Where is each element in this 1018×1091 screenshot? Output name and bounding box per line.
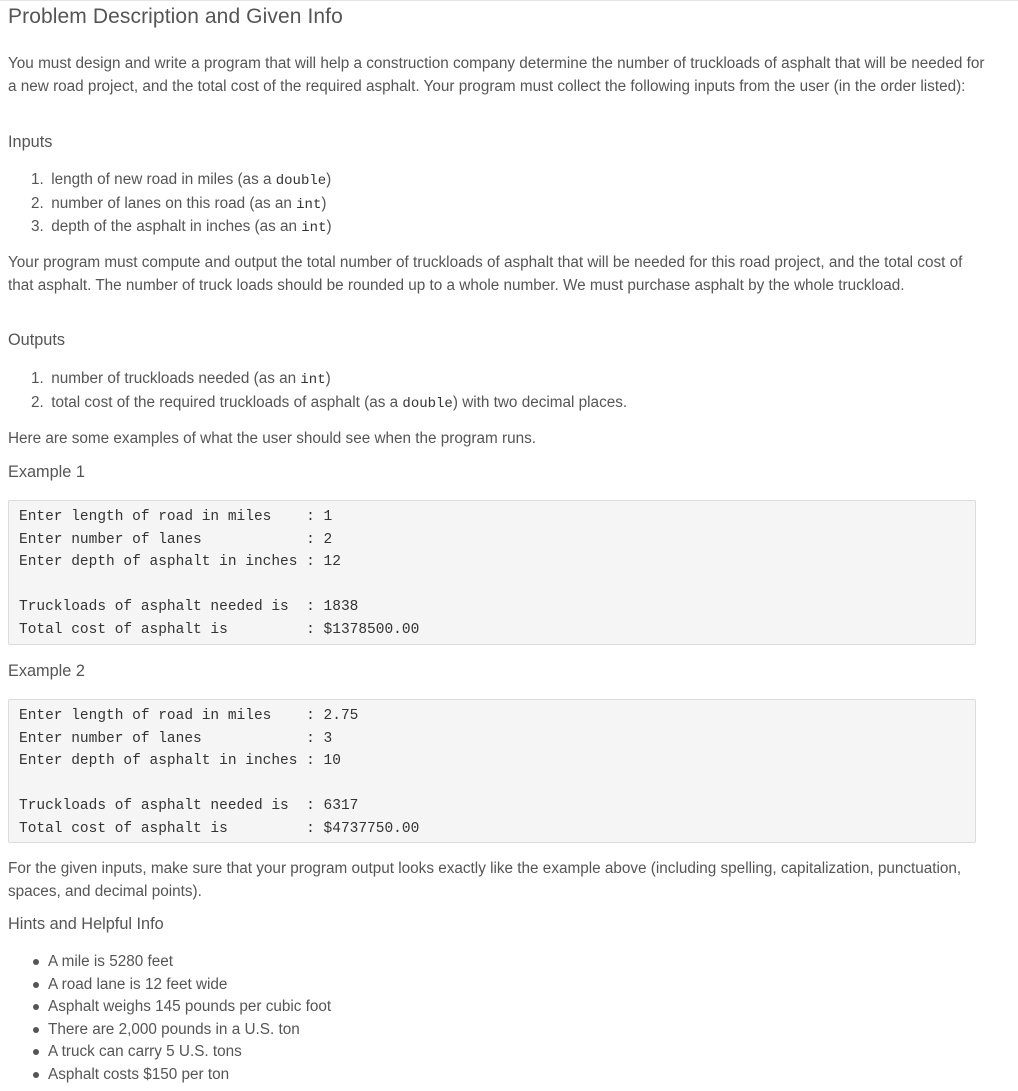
list-item: Asphalt costs $150 per ton [33,1064,331,1087]
compute-paragraph: Your program must compute and output the total number of truckloads of asphalt that will be needed for this road project, and the total cost of that asphalt. The number of truck loads should be rounded up to a whole number. We must purchase asphalt by the whole truckload. [8,254,963,294]
list-item: 3. depth of the asphalt in inches (as an int) [31,218,332,236]
list-item: A truck can carry 5 U.S. tons [33,1041,331,1064]
inputs-heading: Inputs [8,133,53,151]
intro-paragraph: You must design and write a program that will help a construction company determine the number of truckloads of asphalt that will be needed for a new road project, and the total cost of the required asphalt. Your program must collect the following inputs from the user (in the order listed): [8,55,985,95]
list-item: 1. length of new road in miles (as a double) [31,171,332,189]
list-item: 2. number of lanes on this road (as an int) [31,194,327,213]
code-line [19,773,975,796]
code-line: Enter length of road in miles : 1 [19,509,333,525]
code-line: Enter number of lanes : 3 [19,730,333,747]
code-line: Truckloads of asphalt needed is : 1838 [19,599,359,615]
bullet-icon [33,1049,39,1055]
type-code: double [275,173,327,189]
bullet-icon [33,1072,39,1078]
example2-code-block [8,699,976,843]
outputs-heading: Outputs [8,331,66,349]
page-title: Problem Description and Given Info [8,5,343,28]
code-line: Enter depth of asphalt in inches : 12 [19,554,341,570]
list-item: There are 2,000 pounds in a U.S. ton [33,1019,331,1042]
bullet-icon [33,1027,39,1033]
code-line: Enter number of lanes : 2 [19,531,333,548]
hints-list [33,951,331,1086]
type-code: int [300,372,326,388]
inputs-list [31,169,332,240]
bullet-icon [33,959,39,965]
bullet-icon [33,1004,39,1010]
outputs-list [31,368,627,415]
code-line [19,574,975,597]
type-code: int [301,220,327,236]
examples-intro: Here are some examples of what the user should see when the program runs. [8,430,537,447]
bullet-icon [33,982,39,988]
code-line: Enter length of road in miles : 2.75 [19,708,359,724]
example1-code-block [8,500,976,645]
hints-heading: Hints and Helpful Info [8,915,164,933]
example1-heading: Example 1 [8,463,85,481]
code-line: Enter depth of asphalt in inches : 10 [19,753,341,769]
list-item: 1. number of truckloads needed (as an int) [31,370,331,388]
type-code: double [402,395,453,412]
example2-heading: Example 2 [8,662,85,680]
list-item: Asphalt weighs 145 pounds per cubic foot [33,996,331,1019]
code-line: Truckloads of asphalt needed is : 6317 [19,798,359,814]
format-note: For the given inputs, make sure that your program output looks exactly like the example above (including spelling, capitalization, punctuation, spaces, and decimal points). [8,860,962,900]
code-line: Total cost of asphalt is : $1378500.00 [19,621,420,638]
list-item: A mile is 5280 feet [33,951,331,974]
top-divider [0,0,1018,1]
list-item: 2. total cost of the required truckloads of asphalt (as a double) with two decimal places. [31,393,628,412]
list-item: A road lane is 12 feet wide [33,974,331,997]
code-line: Total cost of asphalt is : $4737750.00 [19,820,420,837]
type-code: int [296,196,322,213]
